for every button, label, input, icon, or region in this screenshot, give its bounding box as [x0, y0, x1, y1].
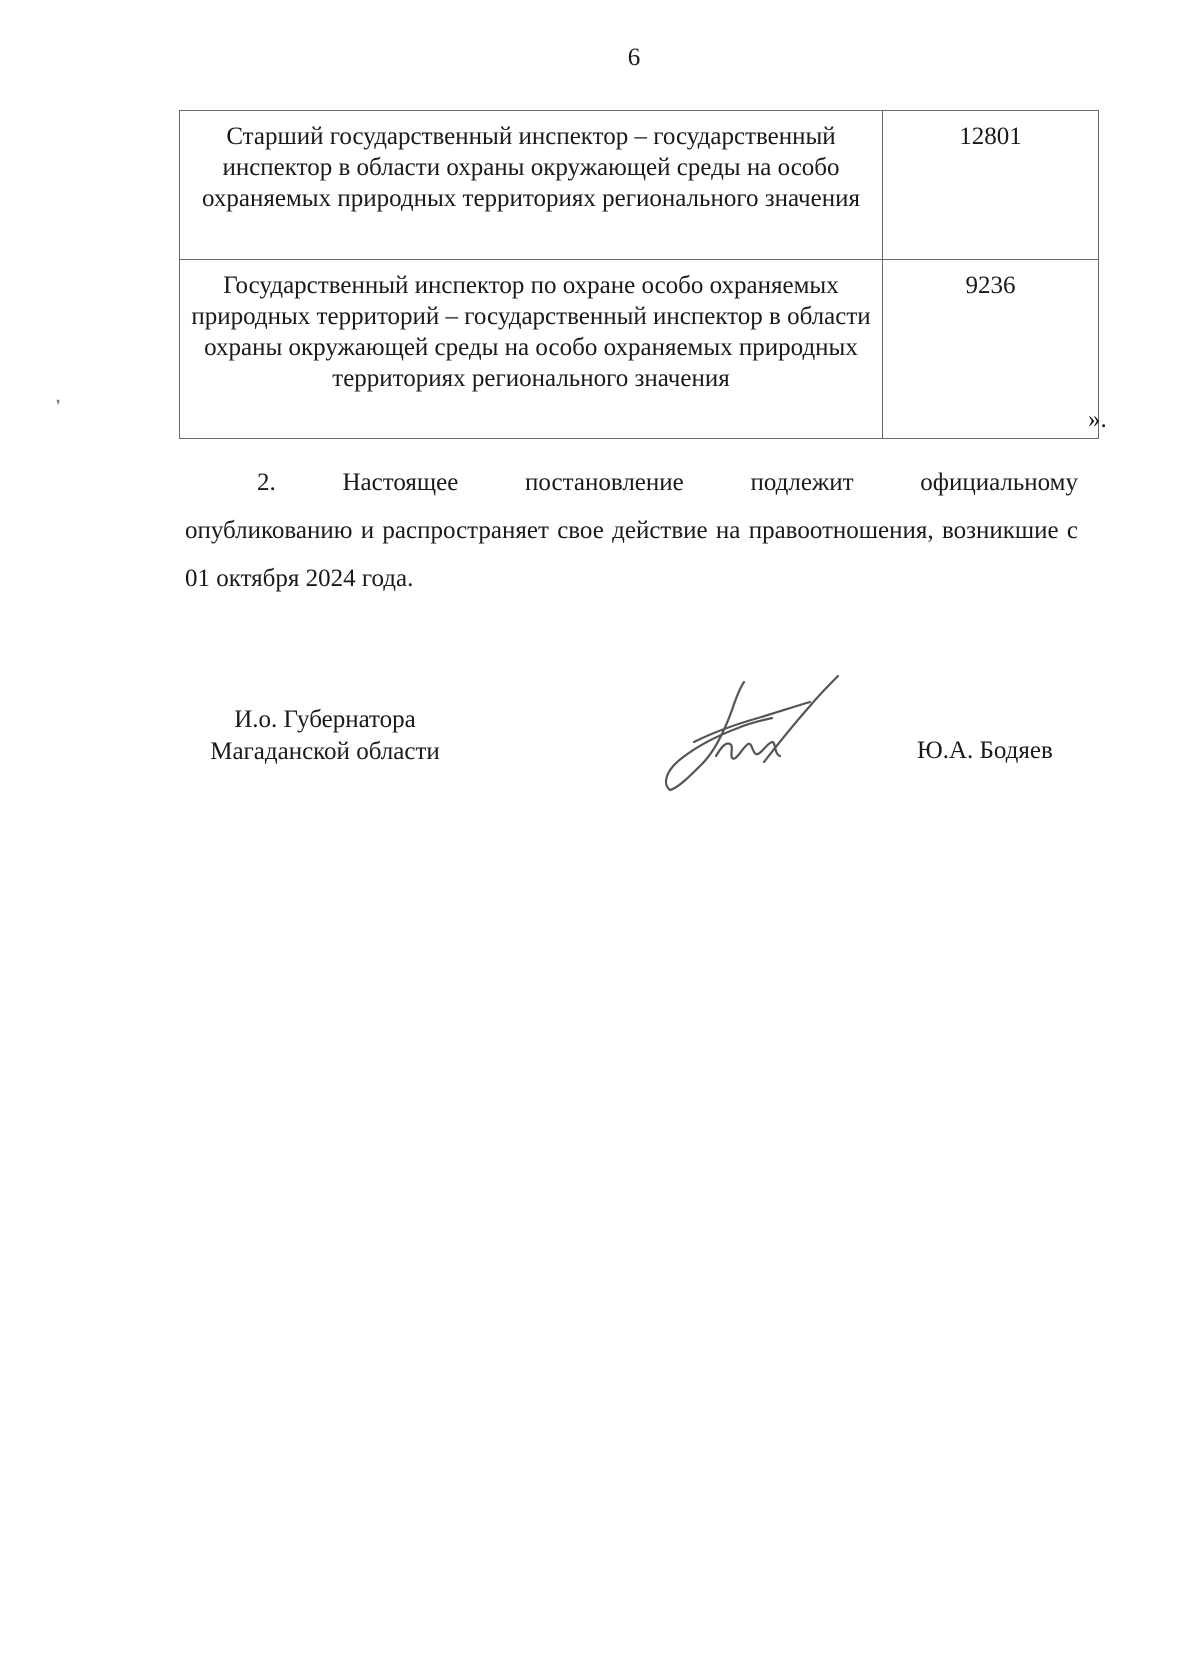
- position-cell: Государственный инспектор по охране особо охраняемых природных территорий – государственный инспектор в области охраны окружающей среды на особо охраняемых природных территориях регионального значения: [180, 260, 883, 439]
- salary-cell: 12801: [883, 111, 1099, 260]
- scan-artifact-mark: ❜: [56, 399, 61, 414]
- paragraph-rest: опубликованию и распространяет свое действие на правоотношения, возникшие с 01 октября 2024 года.: [185, 517, 1078, 592]
- table-row: [180, 260, 1099, 439]
- position-cell: Старший государственный инспектор – государственный инспектор в области охраны окружающей среды на особо охраняемых природных территориях регионального значения: [180, 111, 883, 260]
- signer-title-line-1: И.о. Губернатора: [234, 706, 416, 733]
- signer-title: [185, 704, 465, 768]
- salary-table: [179, 110, 1099, 439]
- closing-quote: ».: [1088, 406, 1107, 433]
- page-number: 6: [627, 44, 641, 71]
- paragraph-first-line: 2. Настоящее постановление подлежит официальному: [257, 469, 1078, 496]
- handwritten-signature: [660, 672, 850, 794]
- table-row: [180, 111, 1099, 260]
- resolution-paragraph: [185, 459, 1078, 603]
- salary-cell: 9236: [883, 260, 1099, 439]
- signer-title-line-2: Магаданской области: [210, 738, 440, 765]
- signer-name: Ю.А. Бодяев: [917, 737, 1053, 764]
